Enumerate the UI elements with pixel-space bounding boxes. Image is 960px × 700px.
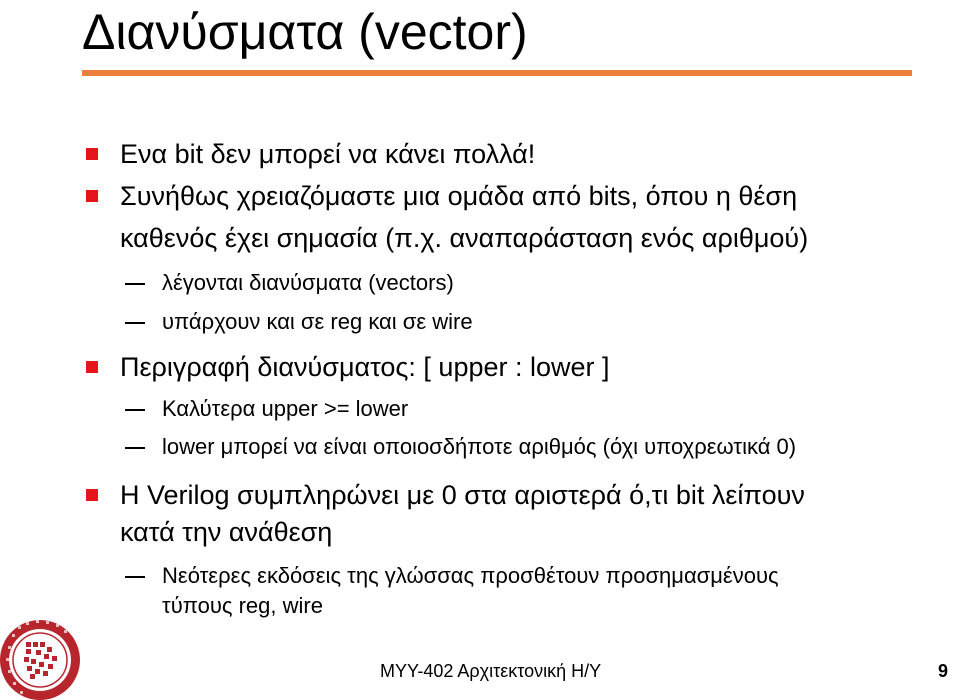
sub-bullet-dash: [125, 576, 145, 578]
bullet-item: Ενα bit δεν μπορεί να κάνει πολλά!: [120, 139, 536, 169]
bullet-item: Η Verilog συμπληρώνει με 0 στα αριστερά ό,τι bit λείπουν: [120, 480, 805, 510]
sub-bullet-dash: [125, 283, 145, 285]
bullet-marker: [86, 361, 98, 373]
sub-bullet-item: λέγονται διανύσματα (vectors): [162, 270, 454, 295]
bullet-marker: [86, 190, 98, 202]
slide-title: Διανύσματα (vector): [82, 4, 528, 60]
bullet-marker: [86, 489, 98, 501]
sub-bullet-dash: [125, 409, 145, 411]
sub-bullet-item: υπάρχουν και σε reg και σε wire: [162, 309, 473, 334]
sub-bullet-item: Νεότερες εκδόσεις της γλώσσας προσθέτουν προσημασμένους: [162, 563, 779, 588]
bullet-item-continuation: καθενός έχει σημασία (π.χ. αναπαράσταση ενός αριθμού): [120, 223, 809, 253]
bullet-item: Περιγραφή διανύσματος: [ upper : lower ]: [120, 352, 610, 382]
bullet-item: Συνήθως χρειαζόμαστε μια ομάδα από bits, όπου η θέση: [120, 181, 798, 211]
sub-bullet-item-continuation: τύπους reg, wire: [162, 593, 323, 618]
sub-bullet-item: lower μπορεί να είναι οποιοσδήποτε αριθμός (όχι υποχρεωτικά 0): [162, 434, 797, 459]
university-seal-icon: [0, 604, 84, 700]
footer-course: ΜΥΥ-402 Αρχιτεκτονική Η/Υ: [380, 661, 602, 681]
sub-bullet-dash: [125, 322, 145, 324]
sub-bullet-item: Καλύτερα upper >= lower: [162, 396, 409, 421]
bullet-marker: [86, 148, 98, 160]
page-number: 9: [937, 661, 948, 681]
sub-bullet-dash: [125, 447, 145, 449]
bullet-item-continuation: κατά την ανάθεση: [120, 517, 333, 547]
